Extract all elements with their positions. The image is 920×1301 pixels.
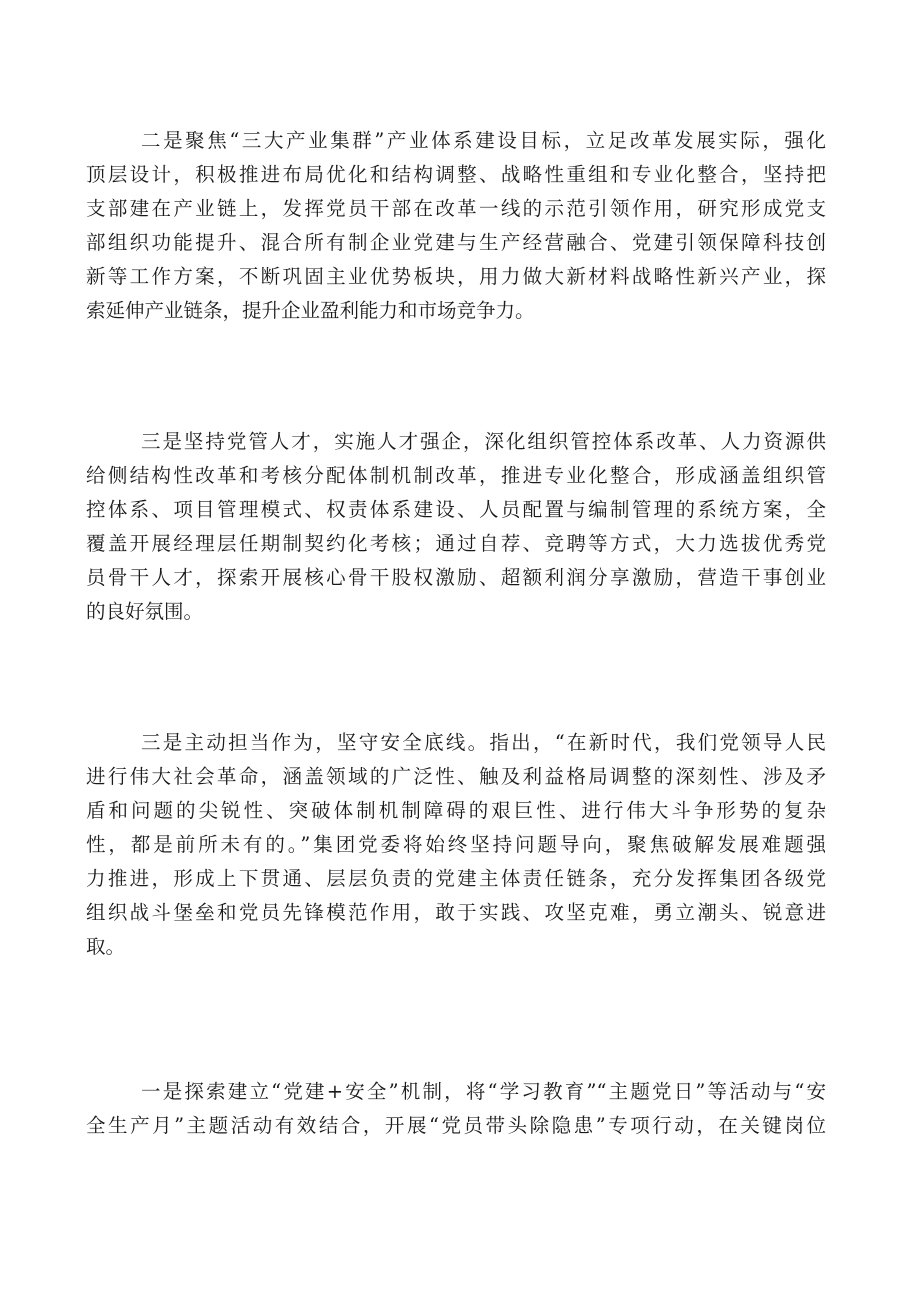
text-line: 覆盖开展经理层任期制契约化考核；通过自荐、竞聘等方式，大力选拔优秀党 bbox=[86, 532, 826, 555]
text-line: 支部建在产业链上，发挥党员干部在改革一线的示范引领作用，研究形成党支 bbox=[86, 197, 826, 220]
text-line: 力推进，形成上下贯通、层层负责的党建主体责任链条，充分发挥集团各级党 bbox=[86, 867, 826, 890]
paragraph-industry-clusters bbox=[86, 124, 826, 328]
text-line: 一是探索建立“党建+安全”机制，将“学习教育”“主题党日”等活动与“安 bbox=[141, 1080, 826, 1103]
text-line: 性，都是前所未有的。”集团党委将始终坚持问题导向，聚焦破解发展难题强 bbox=[86, 833, 826, 856]
text-line: 给侧结构性改革和考核分配体制机制改革，推进专业化整合，形成涵盖组织管 bbox=[86, 464, 826, 487]
text-line: 二是聚焦“三大产业集群”产业体系建设目标，立足改革发展实际，强化 bbox=[141, 129, 826, 152]
text-line: 员骨干人才，探索开展核心骨干股权激励、超额利润分享激励，营造干事创业 bbox=[86, 566, 826, 589]
text-line: 部组织功能提升、混合所有制企业党建与生产经营融合、党建引领保障科技创 bbox=[86, 231, 826, 254]
paragraph-talent-management bbox=[86, 425, 826, 629]
text-line: 控体系、项目管理模式、权责体系建设、人员配置与编制管理的系统方案，全 bbox=[86, 498, 826, 521]
text-line: 三是坚持党管人才，实施人才强企，深化组织管控体系改革、人力资源供 bbox=[141, 430, 826, 453]
text-line: 进行伟大社会革命，涵盖领域的广泛性、触及利益格局调整的深刻性、涉及矛 bbox=[86, 765, 826, 788]
text-line: 三是主动担当作为，坚守安全底线。指出，“在新时代，我们党领导人民 bbox=[141, 731, 826, 754]
paragraph-party-building-safety bbox=[86, 1075, 826, 1143]
paragraph-safety-bottom-line bbox=[86, 726, 826, 964]
text-line: 盾和问题的尖锐性、突破体制机制障碍的艰巨性、进行伟大斗争形势的复杂 bbox=[86, 799, 826, 822]
text-line: 全生产月”主题活动有效结合，开展“党员带头除隐患”专项行动，在关键岗位 bbox=[86, 1114, 826, 1137]
text-line: 组织战斗堡垒和党员先锋模范作用，敢于实践、攻坚克难，勇立潮头、锐意进 bbox=[86, 901, 826, 924]
text-line: 索延伸产业链条，提升企业盈利能力和市场竞争力。 bbox=[86, 299, 535, 322]
text-line: 顶层设计，积极推进布局优化和结构调整、战略性重组和专业化整合，坚持把 bbox=[86, 163, 826, 186]
text-line: 的良好氛围。 bbox=[86, 600, 204, 623]
text-line: 新等工作方案，不断巩固主业优势板块，用力做大新材料战略性新兴产业，探 bbox=[86, 265, 826, 288]
text-line: 取。 bbox=[86, 935, 126, 958]
